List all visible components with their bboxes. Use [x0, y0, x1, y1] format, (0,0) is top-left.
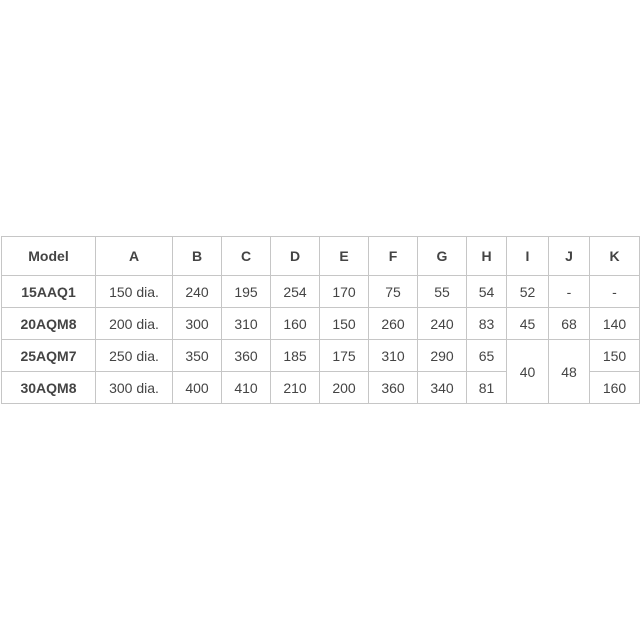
cell-c: 310 — [222, 308, 271, 340]
cell-k: 160 — [590, 372, 640, 404]
cell-d: 185 — [271, 340, 320, 372]
model-cell: 25AQM7 — [2, 340, 96, 372]
column-header-model: Model — [2, 237, 96, 276]
table-row — [2, 276, 640, 308]
cell-a: 300 dia. — [96, 372, 173, 404]
cell-f: 75 — [369, 276, 418, 308]
cell-c: 360 — [222, 340, 271, 372]
cell-h: 83 — [467, 308, 507, 340]
cell-g: 290 — [418, 340, 467, 372]
cell-h: 65 — [467, 340, 507, 372]
cell-j: - — [549, 276, 590, 308]
cell-e: 200 — [320, 372, 369, 404]
cell-c: 195 — [222, 276, 271, 308]
cell-i-merged: 40 — [507, 340, 549, 404]
cell-a: 150 dia. — [96, 276, 173, 308]
column-header-b: B — [173, 237, 222, 276]
column-header-h: H — [467, 237, 507, 276]
cell-f: 310 — [369, 340, 418, 372]
table-row — [2, 308, 640, 340]
cell-i: 52 — [507, 276, 549, 308]
cell-g: 340 — [418, 372, 467, 404]
cell-k: 140 — [590, 308, 640, 340]
model-cell: 30AQM8 — [2, 372, 96, 404]
cell-b: 300 — [173, 308, 222, 340]
cell-i: 45 — [507, 308, 549, 340]
column-header-j: J — [549, 237, 590, 276]
column-header-g: G — [418, 237, 467, 276]
cell-k: - — [590, 276, 640, 308]
cell-b: 400 — [173, 372, 222, 404]
cell-g: 240 — [418, 308, 467, 340]
cell-h: 81 — [467, 372, 507, 404]
header-row — [2, 237, 640, 276]
cell-f: 360 — [369, 372, 418, 404]
cell-h: 54 — [467, 276, 507, 308]
cell-d: 210 — [271, 372, 320, 404]
model-cell: 20AQM8 — [2, 308, 96, 340]
cell-f: 260 — [369, 308, 418, 340]
column-header-k: K — [590, 237, 640, 276]
cell-a: 250 dia. — [96, 340, 173, 372]
column-header-c: C — [222, 237, 271, 276]
column-header-f: F — [369, 237, 418, 276]
column-header-i: I — [507, 237, 549, 276]
cell-b: 240 — [173, 276, 222, 308]
cell-d: 254 — [271, 276, 320, 308]
cell-c: 410 — [222, 372, 271, 404]
column-header-a: A — [96, 237, 173, 276]
cell-d: 160 — [271, 308, 320, 340]
cell-k: 150 — [590, 340, 640, 372]
cell-e: 170 — [320, 276, 369, 308]
dimensions-table — [1, 236, 640, 404]
cell-e: 150 — [320, 308, 369, 340]
cell-b: 350 — [173, 340, 222, 372]
table-row — [2, 340, 640, 372]
cell-j: 68 — [549, 308, 590, 340]
cell-a: 200 dia. — [96, 308, 173, 340]
model-cell: 15AAQ1 — [2, 276, 96, 308]
column-header-e: E — [320, 237, 369, 276]
column-header-d: D — [271, 237, 320, 276]
cell-j-merged: 48 — [549, 340, 590, 404]
cell-g: 55 — [418, 276, 467, 308]
cell-e: 175 — [320, 340, 369, 372]
